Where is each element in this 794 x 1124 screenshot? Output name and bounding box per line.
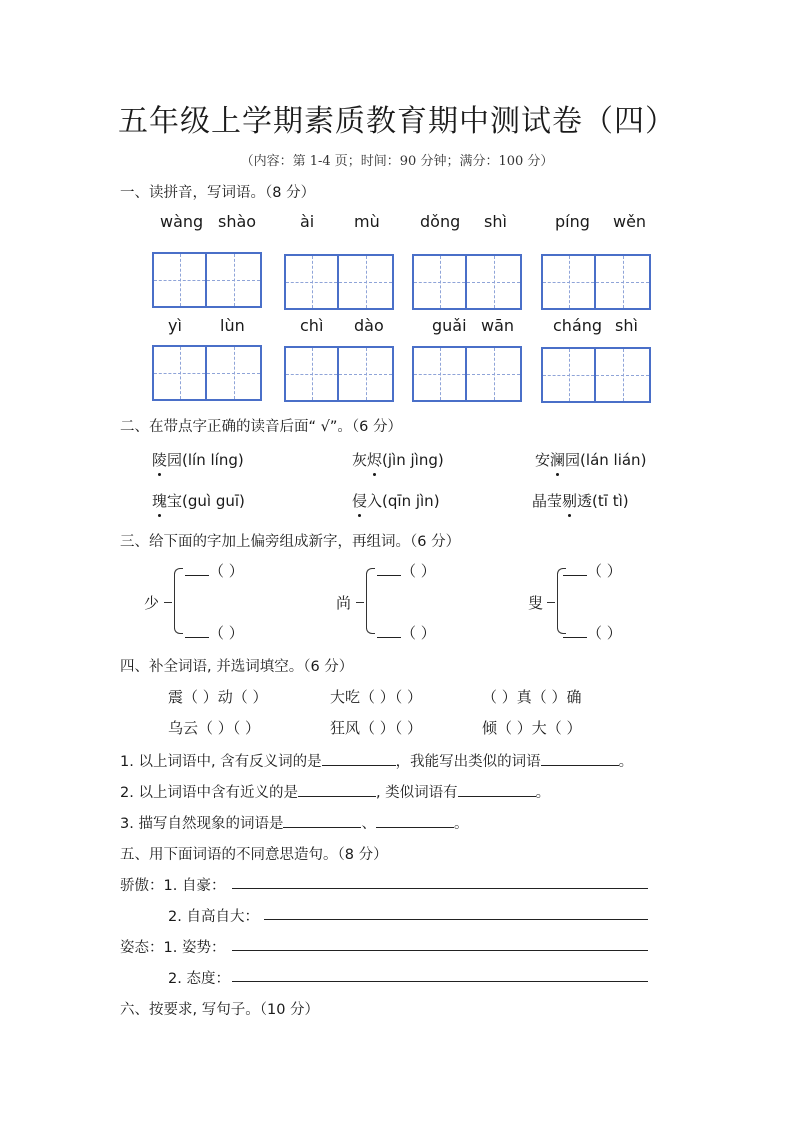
pinyin: chì [300,316,324,335]
pinyin: píng [555,212,590,231]
dotted-char: 瑰 [152,492,168,510]
word-meaning-label: 2. 自高自大： [168,909,259,925]
answer-blank[interactable] [283,827,361,828]
pinyin: wān [481,316,515,335]
writing-grid[interactable] [412,346,522,402]
answer-blank[interactable] [298,796,376,797]
pinyin: dào [354,316,384,335]
pronunciation-item[interactable]: 瑰宝(guì guī) [152,492,245,510]
writing-grid[interactable] [284,346,394,402]
pinyin: cháng [553,316,603,335]
pinyin: shào [218,212,257,231]
section3-heading: 三、给下面的字加上偏旁组成新字，再组词。（6 分） [120,534,461,550]
question-2: 2. 以上词语中含有近义的是 , 类似词语有 。 [120,785,551,801]
pronunciation-item[interactable]: 陵园(lín líng) [152,451,244,469]
compose-slot[interactable]: （ ） [185,560,244,581]
idiom-blank[interactable]: （ ）真（ ）确 [482,688,582,706]
compose-slot[interactable]: （ ） [185,622,244,643]
bracket [366,568,375,634]
pinyin: shì [484,212,507,231]
section1-heading: 一、读拼音，写词语。（8 分） [120,185,316,201]
section5-heading: 五、用下面词语的不同意思造句。（8 分） [120,847,388,863]
section2-heading: 二、在带点字正确的读音后面“ √”。（6 分） [120,419,402,435]
word-meaning-label: 姿态：1. 姿势： [120,940,226,956]
compose-slot[interactable]: （ ） [377,560,436,581]
answer-blank[interactable] [541,765,619,766]
section4-heading: 四、补全词语, 并选词填空。（6 分） [120,659,354,675]
answer-blank[interactable] [458,796,536,797]
compose-slot[interactable]: （ ） [377,622,436,643]
bracket-stub [356,602,364,603]
writing-grid[interactable] [541,254,651,310]
bracket [174,568,183,634]
pinyin: shì [615,316,638,335]
writing-grid[interactable] [541,347,651,403]
idiom-blank[interactable]: 狂风（ ）（ ） [330,719,423,737]
sentence-line[interactable] [232,950,648,951]
dotted-char: 陵 [152,451,168,469]
writing-grid[interactable] [284,254,394,310]
writing-grid[interactable] [152,345,262,401]
word-meaning-label: 2. 态度： [168,971,230,987]
base-char: 叟 [528,594,544,612]
pinyin: yì [168,316,182,335]
writing-grid[interactable] [152,252,262,308]
base-char: 尚 [336,594,352,612]
pronunciation-item[interactable]: 安澜园(lán lián) [535,451,647,469]
idiom-blank[interactable]: 乌云（ ）（ ） [168,719,261,737]
idiom-blank[interactable]: 大吃（ ）（ ） [330,688,423,706]
pinyin: wàng [160,212,204,231]
pinyin: dǒng [420,212,461,231]
dotted-char: 烬 [367,451,383,469]
pinyin: wěn [613,212,647,231]
pronunciation-item[interactable]: 侵入(qīn jìn) [352,492,440,510]
sentence-line[interactable] [232,981,648,982]
pinyin: mù [354,212,380,231]
dotted-char: 剔 [562,492,578,510]
base-char: 少 [144,594,160,612]
pronunciation-item[interactable]: 晶莹剔透(tī tì) [532,492,629,510]
bracket-stub [164,602,172,603]
answer-blank[interactable] [376,827,454,828]
idiom-blank[interactable]: 震（ ）动（ ） [168,688,268,706]
sentence-line[interactable] [264,919,648,920]
answer-blank[interactable] [322,765,396,766]
sentence-line[interactable] [232,888,648,889]
bracket-stub [547,602,555,603]
compose-slot[interactable]: （ ） [563,560,622,581]
dotted-char: 澜 [550,451,566,469]
idiom-blank[interactable]: 倾（ ）大（ ） [482,719,582,737]
page-title: 五年级上学期素质教育期中测试卷（四） [118,104,676,139]
writing-grid[interactable] [412,254,522,310]
question-1: 1. 以上词语中, 含有反义词的是 ，我能写出类似的词语 。 [120,754,634,770]
section6-heading: 六、按要求, 写句子。（10 分） [120,1002,320,1018]
word-meaning-label: 骄傲：1. 自豪： [120,878,226,894]
pinyin: ài [300,212,315,231]
compose-slot[interactable]: （ ） [563,622,622,643]
pinyin: lùn [220,316,245,335]
question-3: 3. 描写自然现象的词语是 、 。 [120,816,469,832]
dotted-char: 侵 [352,492,368,510]
exam-info: （内容：第 1-4 页；时间：90 分钟；满分：100 分） [240,154,554,169]
pronunciation-item[interactable]: 灰烬(jìn jìng) [352,451,444,469]
pinyin: guǎi [432,316,467,335]
